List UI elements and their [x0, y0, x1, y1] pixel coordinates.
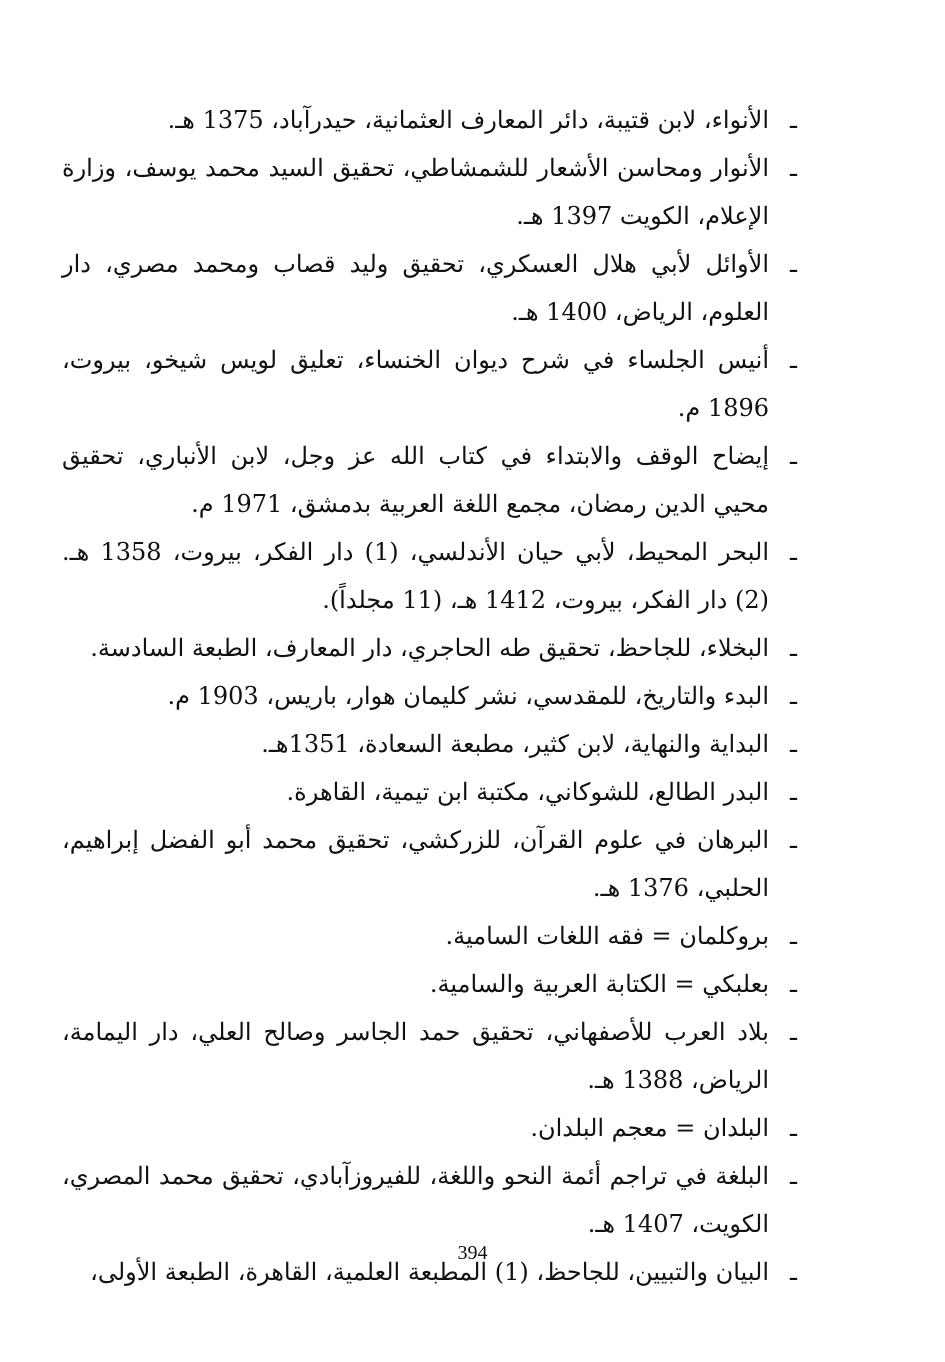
entry-dash: ـ — [789, 1018, 797, 1046]
bibliography-entry — [62, 624, 797, 672]
bibliography-entry — [62, 672, 797, 720]
bibliography-entry — [62, 336, 797, 432]
entry-text: البداية والنهاية، لابن كثير، مطبعة السعادة، 1351هـ. — [261, 730, 769, 758]
bibliography-entry — [62, 912, 797, 960]
entry-text: البحر المحيط، لأبي حيان الأندلسي، (1) دار الفكر، بيروت، 1358 هـ. (2) دار الفكر، بيروت، 1412 هـ، (11 مجلداً). — [62, 538, 770, 614]
entry-text: البلدان = معجم البلدان. — [530, 1114, 769, 1142]
entry-text: البرهان في علوم القرآن، للزركشي، تحقيق محمد أبو الفضل إبراهيم، الحلبي، 1376 هـ. — [62, 826, 769, 902]
bibliography-entry — [62, 144, 797, 240]
bibliography-entry — [62, 528, 797, 624]
entry-text: البلغة في تراجم أئمة النحو واللغة، للفيروزآبادي، تحقيق محمد المصري، الكويت، 1407 هـ. — [62, 1162, 769, 1238]
entry-text: الأوائل لأبي هلال العسكري، تحقيق وليد قصاب ومحمد مصري، دار العلوم، الرياض، 1400 هـ. — [62, 250, 769, 326]
bibliography-entry — [62, 1008, 797, 1104]
bibliography-list — [62, 96, 797, 1296]
entry-dash: ـ — [789, 538, 797, 566]
entry-text: أنيس الجلساء في شرح ديوان الخنساء، تعليق لويس شيخو، بيروت، 1896 م. — [62, 346, 769, 422]
entry-text: بعلبكي = الكتابة العربية والسامية. — [429, 970, 769, 998]
entry-text: البدء والتاريخ، للمقدسي، نشر كليمان هوار، باريس، 1903 م. — [167, 682, 769, 710]
entry-text: البدر الطالع، للشوكاني، مكتبة ابن تيمية، القاهرة. — [286, 778, 769, 806]
entry-dash: ـ — [789, 826, 797, 854]
entry-dash: ـ — [789, 970, 797, 998]
entry-dash: ـ — [789, 682, 797, 710]
entry-dash: ـ — [789, 154, 797, 182]
entry-text: بلاد العرب للأصفهاني، تحقيق حمد الجاسر وصالح العلي، دار اليمامة، الرياض، 1388 هـ. — [62, 1018, 769, 1094]
entry-dash: ـ — [789, 1258, 797, 1286]
page-number: 394 — [457, 1242, 488, 1264]
bibliography-entry — [62, 768, 797, 816]
entry-dash: ـ — [789, 634, 797, 662]
bibliography-entry — [62, 816, 797, 912]
bibliography-entry — [62, 1104, 797, 1152]
entry-text: الأنواء، لابن قتيبة، دائر المعارف العثمانية، حيدرآباد، 1375 هـ. — [167, 106, 769, 134]
entry-dash: ـ — [789, 1162, 797, 1190]
bibliography-entry — [62, 960, 797, 1008]
entry-text: إيضاح الوقف والابتداء في كتاب الله عز وجل، لابن الأنباري، تحقيق محيي الدين رمضان، مجمع اللغة العربية بدمشق، 1971 م. — [62, 442, 769, 518]
entry-text: بروكلمان = فقه اللغات السامية. — [445, 922, 769, 950]
entry-dash: ـ — [789, 1114, 797, 1142]
entry-dash: ـ — [789, 922, 797, 950]
bibliography-entry — [62, 720, 797, 768]
bibliography-entry — [62, 240, 797, 336]
entry-dash: ـ — [789, 106, 797, 134]
entry-dash: ـ — [789, 250, 797, 278]
entry-dash: ـ — [789, 730, 797, 758]
bibliography-entry — [62, 1152, 797, 1248]
entry-text: الأنوار ومحاسن الأشعار للشمشاطي، تحقيق السيد محمد يوسف، وزارة الإعلام، الكويت 1397 هـ. — [62, 154, 769, 230]
bibliography-entry — [62, 432, 797, 528]
entry-text: البخلاء، للجاحظ، تحقيق طه الحاجري، دار المعارف، الطبعة السادسة. — [90, 634, 769, 662]
entry-dash: ـ — [789, 346, 797, 374]
entry-dash: ـ — [789, 442, 797, 470]
entry-dash: ـ — [789, 778, 797, 806]
entry-text: البيان والتبيين، للجاحظ، (1) المطبعة العلمية، القاهرة، الطبعة الأولى، — [90, 1258, 769, 1286]
bibliography-entry — [62, 96, 797, 144]
